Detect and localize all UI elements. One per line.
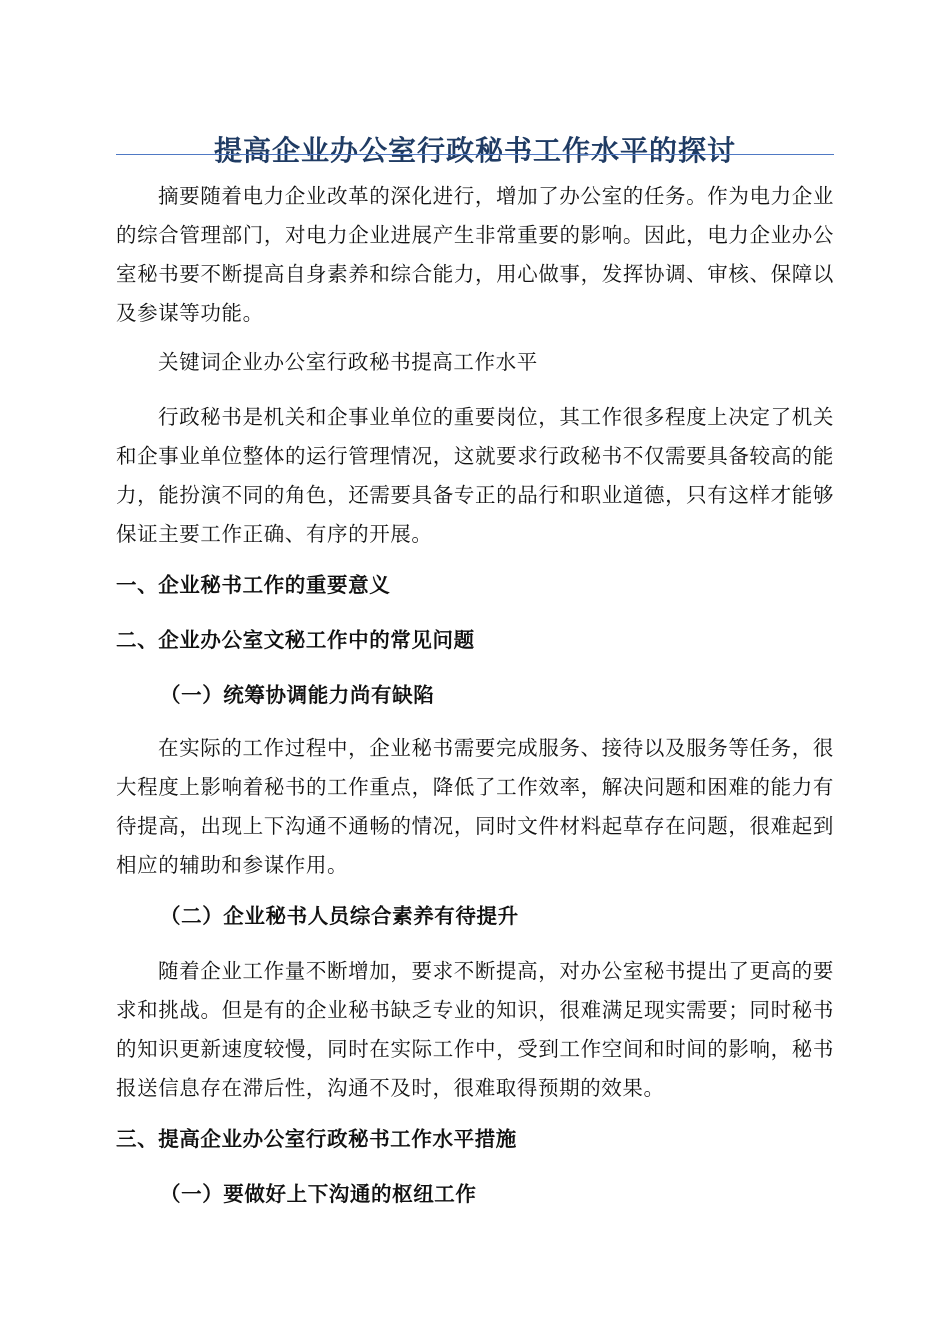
section-2-subheading-1: （一）统筹协调能力尚有缺陷 bbox=[160, 683, 435, 707]
section-3-heading: 三、提高企业办公室行政秘书工作水平措施 bbox=[116, 1127, 517, 1151]
section-2-sub1-paragraph: 在实际的工作过程中，企业秘书需要完成服务、接待以及服务等任务，很大程度上影响着秘书的工作重点，降低了工作效率，解决问题和困难的能力有待提高，出现上下沟通不通畅的情况，同时文件材料起草存在问题，很难起到相应的辅助和参谋作用。 bbox=[116, 736, 834, 877]
abstract-paragraph: 摘要随着电力企业改革的深化进行，增加了办公室的任务。作为电力企业的综合管理部门，对电力企业进展产生非常重要的影响。因此，电力企业办公室秘书要不断提高自身素养和综合能力，用心做事，发挥协调、审核、保障以及参谋等功能。 bbox=[116, 184, 834, 325]
title-underline bbox=[116, 154, 834, 155]
intro-paragraph: 行政秘书是机关和企事业单位的重要岗位，其工作很多程度上决定了机关和企事业单位整体的运行管理情况，这就要求行政秘书不仅需要具备较高的能力，能扮演不同的角色，还需要具备专正的品行和职业道德，只有这样才能够保证主要工作正确、有序的开展。 bbox=[116, 405, 834, 546]
section-1-heading: 一、企业秘书工作的重要意义 bbox=[116, 573, 391, 597]
document-title: 提高企业办公室行政秘书工作水平的探讨 bbox=[213, 133, 736, 167]
keywords-paragraph: 关键词企业办公室行政秘书提高工作水平 bbox=[158, 350, 538, 374]
section-2-heading: 二、企业办公室文秘工作中的常见问题 bbox=[116, 628, 475, 652]
section-2-subheading-2: （二）企业秘书人员综合素养有待提升 bbox=[160, 904, 519, 928]
section-2-sub2-paragraph: 随着企业工作量不断增加，要求不断提高，对办公室秘书提出了更高的要求和挑战。但是有的企业秘书缺乏专业的知识，很难满足现实需要；同时秘书的知识更新速度较慢，同时在实际工作中，受到工作空间和时间的影响，秘书报送信息存在滞后性，沟通不及时，很难取得预期的效果。 bbox=[116, 959, 834, 1100]
section-3-subheading-1: （一）要做好上下沟通的枢纽工作 bbox=[160, 1182, 477, 1206]
